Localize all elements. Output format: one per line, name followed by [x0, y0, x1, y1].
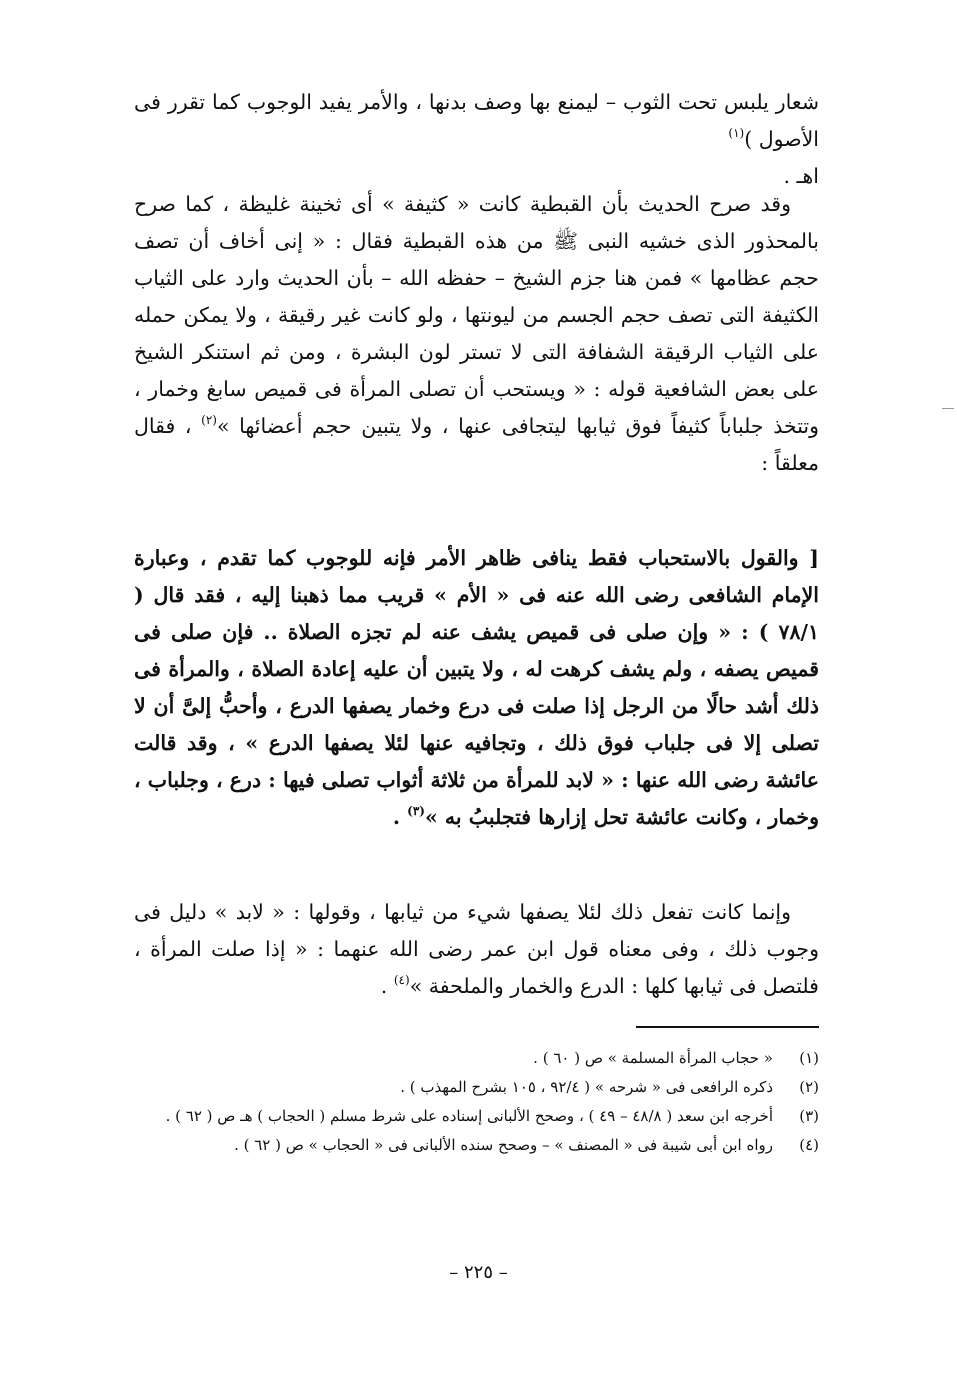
paragraph-aisha: [134, 894, 819, 1005]
footnote-text: أخرجه ابن سعد ( ٤٨/٨ – ٤٩ ) ، وصحح الألبانى إسناده على شرط مسلم ( الحجاب ) هـ ص ( ٦٢ ) .: [165, 1107, 773, 1125]
paragraph-text: .: [380, 974, 388, 998]
paragraph-line: اهـ .: [783, 164, 819, 188]
footnote-number: (٤): [799, 1136, 819, 1154]
paragraph-line: [134, 84, 819, 158]
quoted-commentary: [134, 540, 819, 836]
footnote: [134, 1102, 819, 1131]
paragraph-text: شعار يلبس تحت الثوب – ليمنع بها وصف بدنها ، والأمر يفيد الوجوب كما تقرر فى الأصول ): [134, 90, 819, 151]
footnote-reference: (٢): [201, 413, 217, 427]
footnote: [134, 1044, 819, 1073]
footnote-number: (٢): [799, 1078, 819, 1096]
page-number: – ٢٢٥ –: [449, 1262, 508, 1283]
footnote-separator: [636, 1026, 819, 1028]
footnote-reference: (١): [728, 126, 745, 140]
margin-mark: [942, 408, 954, 409]
footnote-text: « حجاب المرأة المسلمة » ص ( ٦٠ ) .: [533, 1049, 773, 1067]
footnote-text: رواه ابن أبى شيبة فى « المصنف » – وصحح سنده الألبانى فى « الحجاب » ص ( ٦٢ ) .: [234, 1136, 773, 1154]
footnote-reference: (٤): [393, 973, 410, 987]
footnote-number: (٣): [799, 1107, 819, 1125]
paragraph-text: .: [392, 805, 400, 829]
paragraph-text: وإنما كانت تفعل ذلك لئلا يصفها شيء من ثيابها ، وقولها : « لابد » دليل فى وجوب ذلك ، وفى معناه قول ابن عمر رضى الله عنهما : « إذا صلت المرأة ، فلتصل فى ثيابها كلها : الدرع والخمار والملحفة »: [134, 900, 819, 998]
footnotes: [134, 1044, 819, 1160]
paragraph-continuation: [134, 84, 819, 195]
paragraph-text: [ والقول بالاستحباب فقط ينافى ظاهر الأمر فإنه للوجوب كما تقدم ، وعبارة الإمام الشافعى رضى الله عنه فى « الأم » قريب مما ذهبنا إليه ، فقد قال ( ٧٨/١ ) : « وإن صلى فى قميص يشف عنه لم تجزه الصلاة .. فإن صلى فى قميص يصفه ، ولم يشف كرهت له ، ولا يتبين أن عليه إعادة الصلاة ، والمرأة فى ذلك أشد حالًا من الرجل إذا صلت فى درع وخمار يصفها الدرع ، وأحبُّ إلىَّ أن لا تصلى إلا فى جلباب فوق ذلك ، وتجافيه عنها لئلا يصفها الدرع » ، وقد قالت عائشة رضى الله عنها : « لابد للمرأة من ثلاثة أثواب تصلى فيها : درع ، وجلباب ، وخمار ، وكانت عائشة تحل إزارها فتجلببُ به »: [134, 546, 819, 829]
footnote-text: ذكره الرافعى فى « شرحه » ( ٩٢/٤ ، ١٠٥ بشرح المهذب ) .: [400, 1078, 773, 1096]
footnote-number: (١): [799, 1049, 819, 1067]
paragraph-text: ، فقال معلقاً :: [134, 414, 819, 475]
footnote: [134, 1073, 819, 1102]
paragraph-kathifa: [134, 186, 819, 482]
paragraph-text: وقد صرح الحديث بأن القبطية كانت « كثيفة » أى ثخينة غليظة ، كما صرح بالمحذور الذى خشيه النبى ﷺ من هذه القبطية فقال : « إنى أخاف أن تصف حجم عظامها » فمن هنا جزم الشيخ – حفظه الله – بأن الحديث وارد على الثياب الكثيفة التى تصف حجم الجسم من ليونتها ، ولو كانت غير رقيقة ، ولا يمكن حمله على الثياب الرقيقة الشفافة التى لا تستر لون البشرة ، ومن ثم استنكر الشيخ على بعض الشافعية قوله : « ويستحب أن تصلى المرأة فى قميص سابغ وخمار ، وتتخذ جلباباً كثيفاً فوق ثيابها ليتجافى عنها ، ولا يتبين حجم أعضائها »: [134, 192, 819, 438]
footnote: [134, 1131, 819, 1160]
footnote-reference: (٣): [407, 804, 425, 818]
